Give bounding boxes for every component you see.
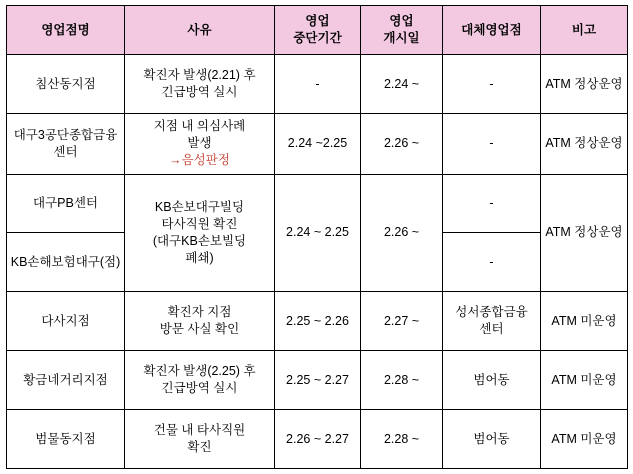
- reason-line: 타사직원 확진: [161, 217, 238, 232]
- reason-line: 지점 내 의심사례: [153, 119, 246, 134]
- cell-stop-period: -: [275, 55, 361, 114]
- table-header: [7, 6, 628, 55]
- cell-reason: [125, 410, 275, 469]
- reason-line: 확진자 발생(2.25) 후: [143, 364, 256, 379]
- cell-alt-branch: 범어동: [443, 410, 541, 469]
- cell-open-date: 2.27 ~: [361, 292, 443, 351]
- cell-branch-name: [7, 233, 125, 292]
- table-row: [7, 410, 628, 469]
- cell-branch-name: [7, 292, 125, 351]
- cell-open-date: 2.24 ~: [361, 55, 443, 114]
- reason-line: KB손보대구빌딩: [154, 200, 245, 215]
- cell-branch-name: [7, 410, 125, 469]
- cell-stop-period: 2.24 ~2.25: [275, 113, 361, 174]
- branch-name-line: 황금네거리지점: [23, 372, 108, 387]
- cell-branch-name: [7, 55, 125, 114]
- cell-alt-branch: -: [443, 233, 541, 292]
- column-header-reason: 사유: [125, 6, 275, 55]
- cell-reason: [125, 113, 275, 174]
- column-header-open-date: [361, 6, 443, 55]
- reason-line: 발생: [187, 136, 212, 151]
- table-body: [7, 55, 628, 469]
- branch-name-line: 센터: [53, 144, 78, 159]
- cell-note: ATM 정상운영: [541, 113, 628, 174]
- cell-reason: [125, 351, 275, 410]
- cell-alt-branch: -: [443, 174, 541, 233]
- cell-stop-period: 2.24 ~ 2.25: [275, 174, 361, 292]
- cell-stop-period: 2.26 ~ 2.27: [275, 410, 361, 469]
- column-header-open-date-line2: 개시일: [383, 31, 420, 45]
- cell-stop-period: 2.25 ~ 2.26: [275, 292, 361, 351]
- branch-name-line: KB손해보험대구(점): [10, 254, 121, 269]
- table-row: [7, 292, 628, 351]
- table-row: [7, 55, 628, 114]
- reason-line: 긴급방역 실시: [161, 381, 238, 396]
- cell-note: ATM 미운영: [541, 292, 628, 351]
- cell-open-date: 2.28 ~: [361, 351, 443, 410]
- reason-line: 폐쇄): [185, 250, 214, 265]
- cell-alt-branch: [443, 292, 541, 351]
- column-header-note: 비고: [541, 6, 628, 55]
- branch-name-line: 대구PB센터: [33, 196, 98, 211]
- cell-branch-name: [7, 113, 125, 174]
- column-header-stop-period-line2: 중단기간: [293, 31, 342, 45]
- cell-note: ATM 미운영: [541, 351, 628, 410]
- alt-branch-line: 성서종합금융: [455, 305, 528, 320]
- branch-name-line: 대구3공단종합금융: [13, 127, 118, 142]
- cell-note: ATM 미운영: [541, 410, 628, 469]
- cell-open-date: 2.28 ~: [361, 410, 443, 469]
- reason-highlight: →음성판정: [169, 153, 230, 168]
- alt-branch-line: 센터: [479, 322, 504, 337]
- table-row: [7, 351, 628, 410]
- reason-line: 확진자 발생(2.21) 후: [143, 68, 256, 83]
- cell-reason: [125, 174, 275, 292]
- table-row: [7, 113, 628, 174]
- branch-status-table: [6, 5, 628, 469]
- header-row: [7, 6, 628, 55]
- cell-note: ATM 정상운영: [541, 55, 628, 114]
- cell-stop-period: 2.25 ~ 2.27: [275, 351, 361, 410]
- reason-line: 방문 사실 확인: [159, 322, 240, 337]
- cell-alt-branch: -: [443, 55, 541, 114]
- cell-note: ATM 정상운영: [541, 174, 628, 292]
- cell-branch-name: [7, 351, 125, 410]
- cell-open-date: 2.26 ~: [361, 113, 443, 174]
- table-row: [7, 174, 628, 233]
- column-header-branch-name: 영업점명: [7, 6, 125, 55]
- branch-name-line: 침산동지점: [35, 76, 96, 91]
- reason-line: 확진: [187, 440, 212, 455]
- column-header-stop-period: [275, 6, 361, 55]
- branch-name-line: 다사지점: [41, 313, 90, 328]
- column-header-alt-branch: 대체영업점: [443, 6, 541, 55]
- column-header-stop-period-line1: 영업: [305, 14, 330, 29]
- reason-line: 확진자 지점: [167, 305, 232, 320]
- reason-line: 건물 내 타사직원: [153, 423, 246, 438]
- cell-reason: [125, 55, 275, 114]
- cell-alt-branch: -: [443, 113, 541, 174]
- reason-line: 긴급방역 실시: [161, 84, 238, 99]
- cell-alt-branch: 범어동: [443, 351, 541, 410]
- cell-open-date: 2.26 ~: [361, 174, 443, 292]
- cell-branch-name: [7, 174, 125, 233]
- cell-reason: [125, 292, 275, 351]
- reason-line: (대구KB손보빌딩: [152, 233, 247, 248]
- branch-name-line: 범물동지점: [35, 431, 96, 446]
- column-header-open-date-line1: 영업: [389, 14, 414, 29]
